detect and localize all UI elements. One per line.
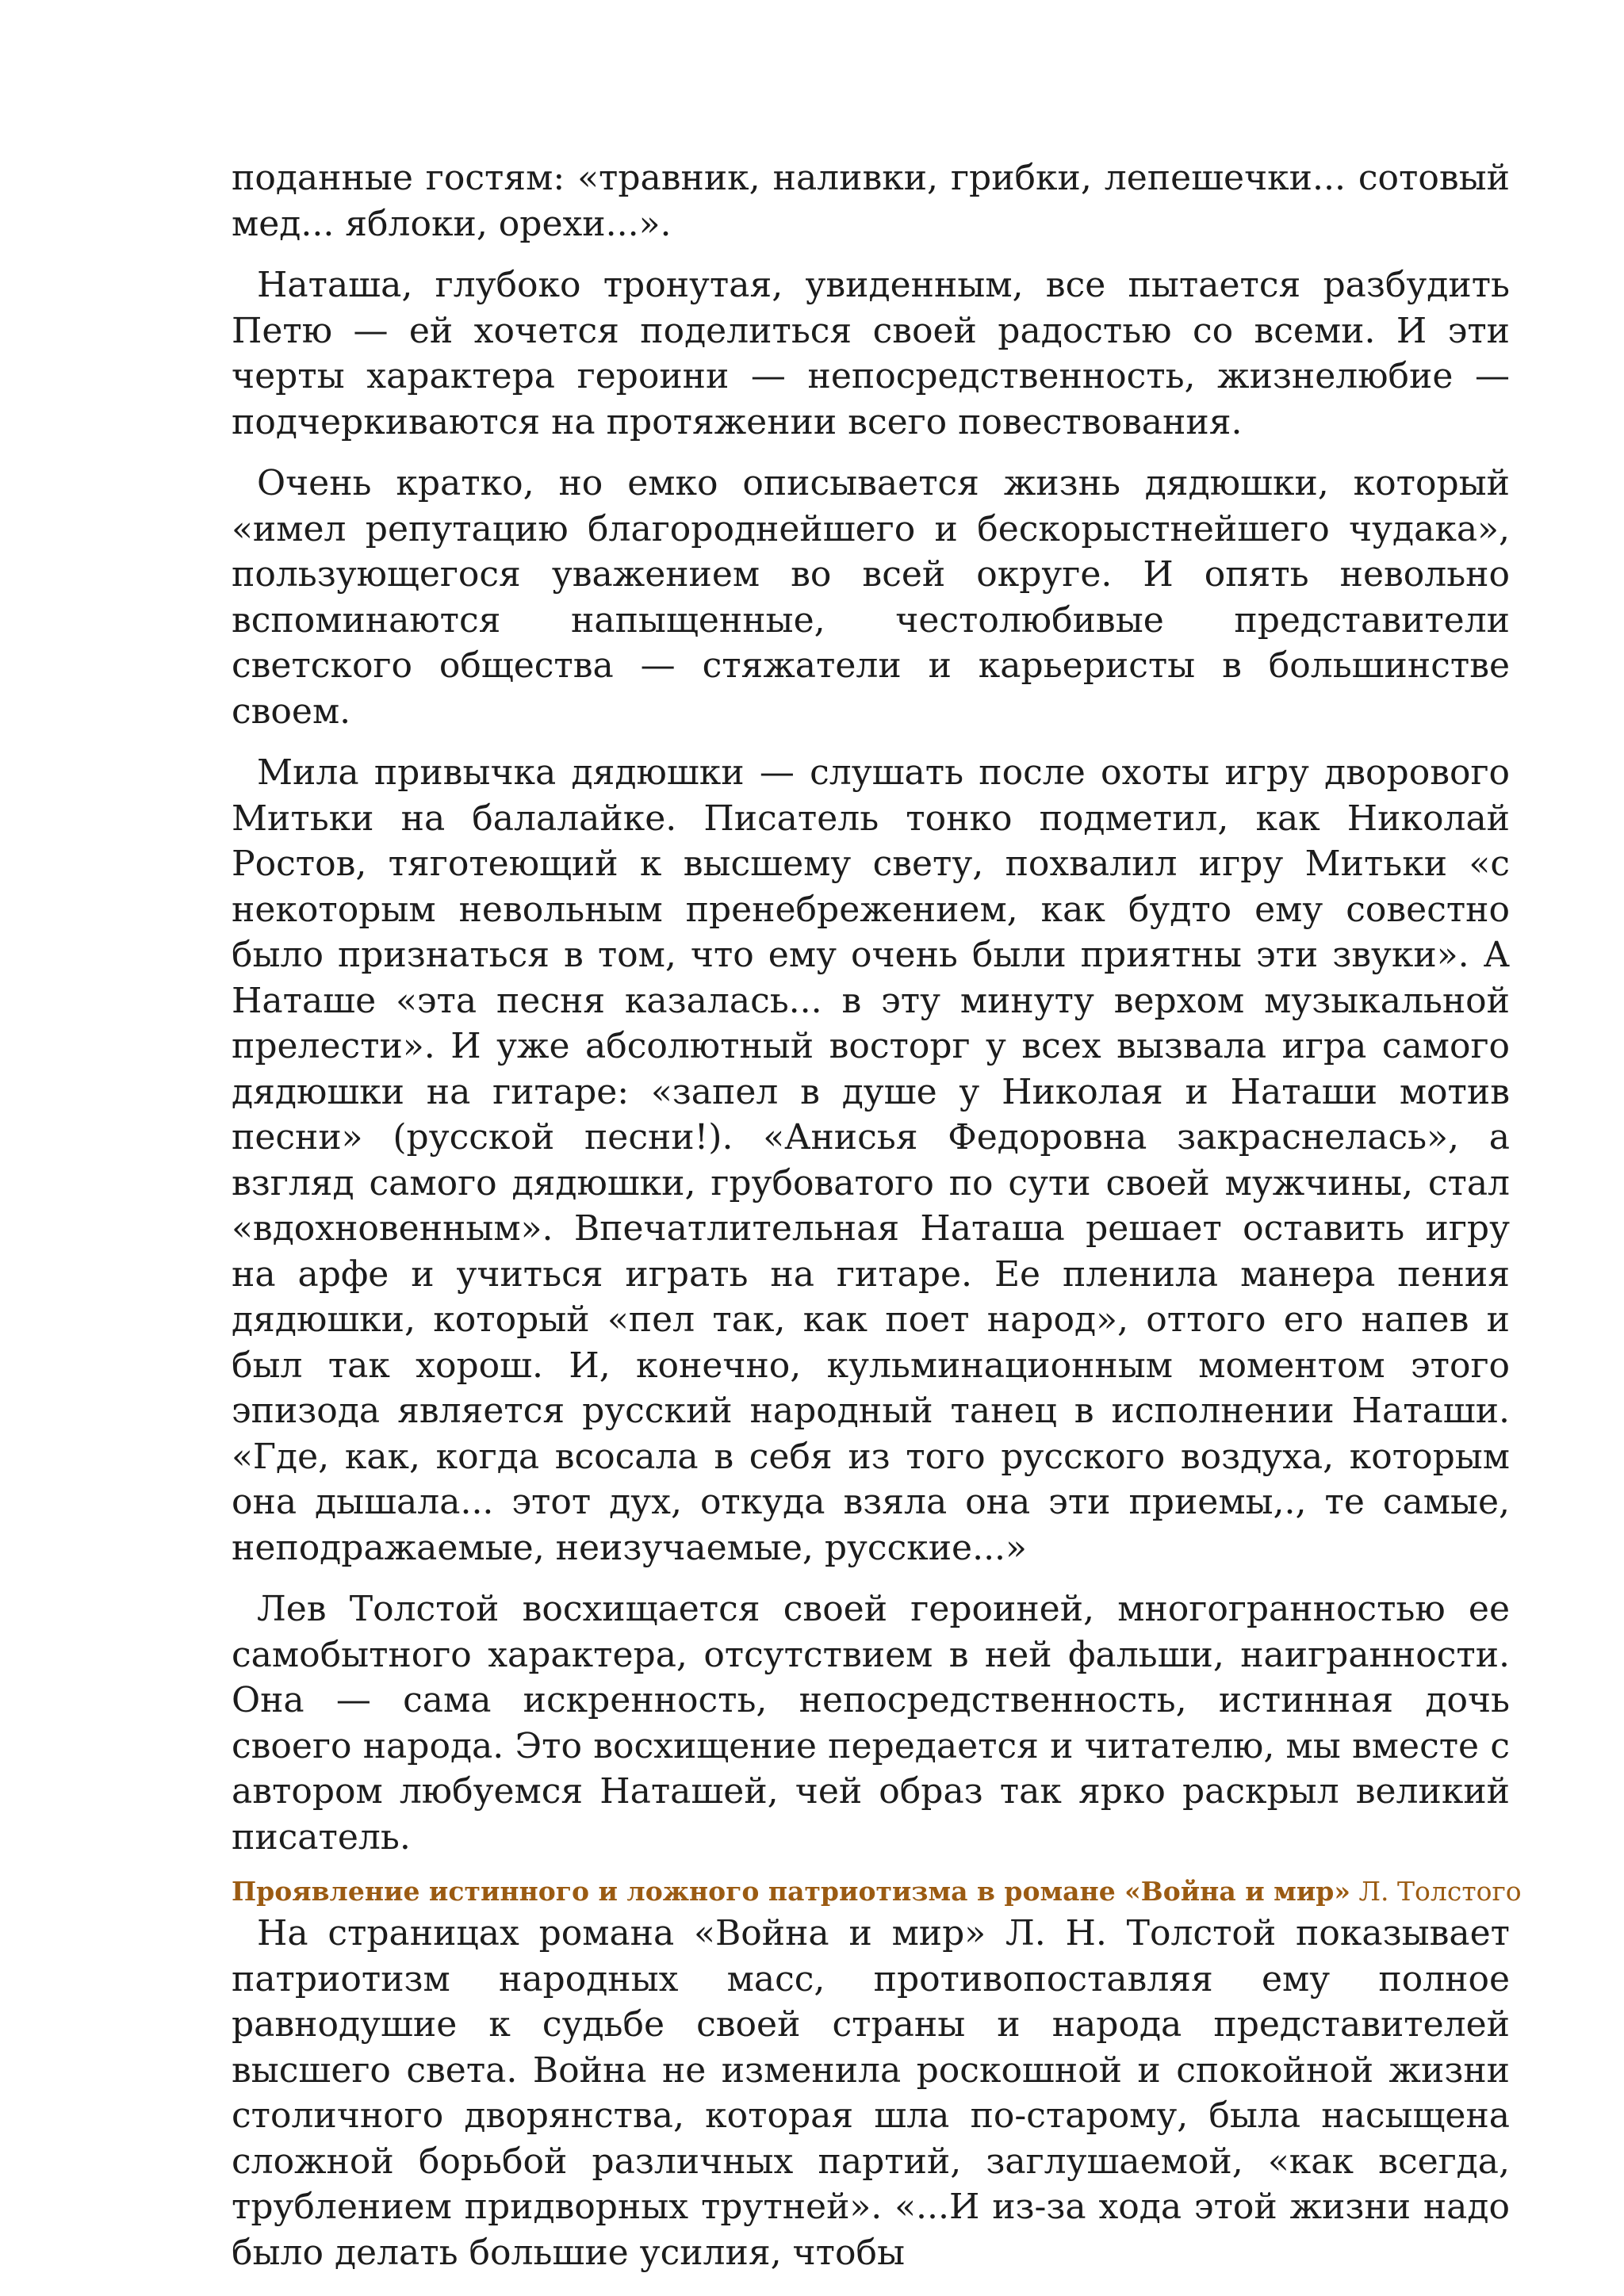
paragraph-natasha-touched: Наташа, глубоко тронутая, увиденным, все пытается разбудить Петю — ей хочется поделиться своей радостью со всеми. И эти черты характера героини — непосредственность, жизнелюбие — подчеркиваются на протяжении всего повествования. — [232, 265, 1510, 442]
section-heading — [232, 1876, 1522, 1908]
document-page — [232, 155, 1522, 2291]
section-heading-author: Л. Толстого — [1350, 1876, 1522, 1907]
paragraph-tolstoy-admires: Лев Толстой восхищается своей героиней, многогранностью ее самобытного характера, отсутствием в ней фальши, наигранности. Она — сама искренность, непосредственность, истинная дочь своего народа. Это восхищение передается и читателю, мы вместе с автором любуемся Наташей, чей образ так ярко раскрыл великий писатель. — [232, 1589, 1510, 1858]
paragraph-uncle-life: Очень кратко, но емко описывается жизнь дядюшки, который «имел репутацию благороднейшего и бескорыстнейшего чудака», пользующегося уважением во всей округе. И опять невольно вспоминаются напыщенные, честолюбивые представители светского общества — стяжатели и карьеристы в большинстве своем. — [232, 463, 1510, 732]
paragraph-continuation: поданные гостям: «травник, наливки, грибки, лепешечки... сотовый мед... яблоки, орехи...». — [232, 158, 1510, 244]
paragraph-uncle-music: Мила привычка дядюшки — слушать после охоты игру дворового Митьки на балалайке. Писатель тонко подметил, как Николай Ростов, тяготеющий к высшему свету, похвалил игру Митьки «с некоторым невольным пренебрежением, как будто ему совестно было признаться в том, что ему очень были приятны эти звуки». А Наташе «эта песня казалась... в эту минуту верхом музыкальной прелести». И уже абсолютный восторг у всех вызвала игра самого дядюшки на гитаре: «запел в душе у Николая и Наташи мотив песни» (русской песни!). «Анисья Федоровна закраснелась», а взгляд самого дядюшки, грубоватого по сути своей мужчины, стал «вдохновенным». Впечатлительная Наташа решает оставить игру на арфе и учиться играть на гитаре. Ее пленила манера пения дядюшки, который «пел так, как поет народ», оттого его напев и был так хорош. И, конечно, кульминационным моментом этого эпизода является русский народный танец в исполнении Наташи. «Где, как, когда всосала в себя из того русского воздуха, которым она дышала... этот дух, откуда взяла она эти приемы,., те самые, неподражаемые, неизучаемые, русские...» — [232, 752, 1510, 1568]
paragraph-patriotism: На страницах романа «Война и мир» Л. Н. Толстой показывает патриотизм народных масс, противопоставляя ему полное равнодушие к судьбе своей страны и народа представителей высшего света. Война не изменила роскошной и спокойной жизни столичного дворянства, которая шла по-старому, была насыщена сложной борьбой различных партий, заглушаемой, «как всегда, трублением придворных трутней». «...И из-за хода этой жизни надо было делать большие усилия, чтобы — [232, 1913, 1510, 2273]
section-heading-title: Проявление истинного и ложного патриотизма в романе «Война и мир» — [232, 1876, 1351, 1907]
